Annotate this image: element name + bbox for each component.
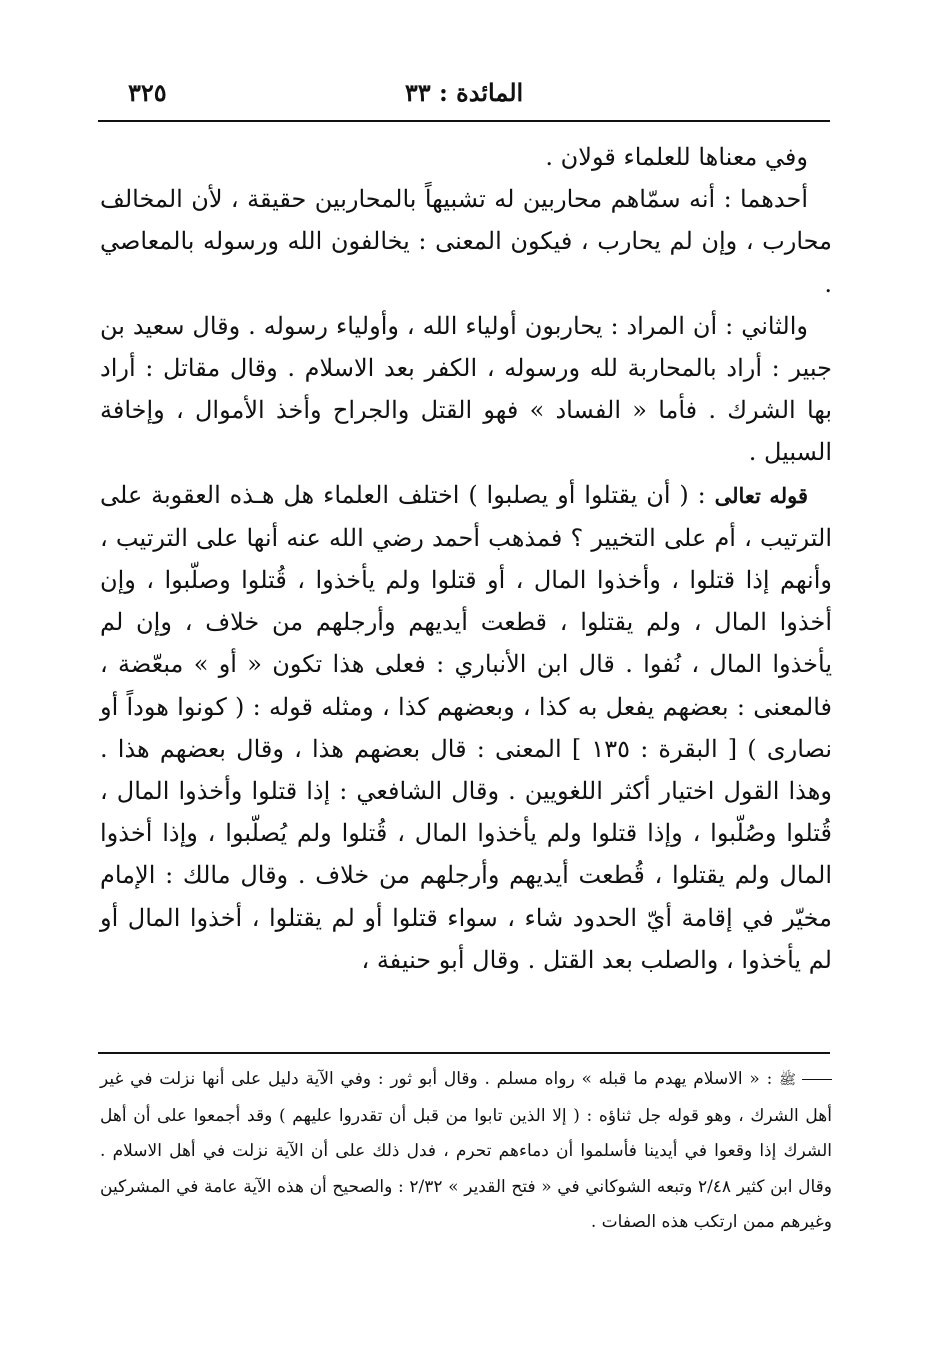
footnote-divider [98,1052,830,1054]
paragraph-3: والثاني : أن المراد : يحاربون أولياء الله ، وأولياء رسوله . وقال سعيد بن جبير : أراد بالمحاربة لله ورسوله ، الكفر بعد الاسلام . وقال مقاتل : أراد بها الشرك . فأما « الفساد » فهو القتل والجراح وأخذ الأموال ، وإخافة السبيل . [100,311,832,467]
page-header [98,78,830,112]
footnote-dash [802,1079,832,1080]
paragraph-2: أحدهما : أنه سمّاهم محاربين له تشبيهاً بالمحاربين حقيقة ، لأن المخالف محارب ، وإن لم يحارب ، فيكون المعنى : يخالفون الله ورسوله بالمعاصي . [100,185,832,298]
pbuh-symbol: ﷺ [779,1072,796,1088]
chapter-reference: المائدة : ٣٣ [404,78,524,107]
main-text [100,136,832,981]
header-divider [98,120,830,122]
paragraph-4-text: : ( أن يقتلوا أو يصلبوا ) اختلف العلماء هل هـذه العقوبة على الترتيب ، أم على التخيير ؟ فمذهب أحمد رضي الله عنه أنها على الترتيب ، وأنهم إذا قتلوا ، وأخذوا المال ، أو قتلوا ولم يأخذوا ، قُتلوا وصلّبوا ، وإن أخذوا المال ، ولم يقتلوا ، قطعت أيديهم وأرجلهم من خلاف ، وإن لم يأخذوا المال ، نُفوا . قال ابن الأنباري : فعلى هذا تكون « أو » مبعّضة ، فالمعنى : بعضهم يفعل به كذا ، وبعضهم كذا ، ومثله قوله : ( كونوا هوداً أو نصارى ) [ البقرة : ١٣٥ ] المعنى : قال بعضهم هذا ، وقال بعضهم هذا . وهذا القول اختيار أكثر اللغويين . وقال الشافعي : إذا قتلوا وأخذوا المال ، قُتلوا وصُلّبوا ، وإذا قتلوا ولم يأخذوا المال ، قُتلوا ولم يُصلّبوا ، وإذا أخذوا المال ولم يقتلوا ، قُطعت أيديهم وأرجلهم من خلاف . وقال مالك : الإمام مخيّر في إقامة أيّ الحدود شاء ، سواء قتلوا أو لم يقتلوا ، أخذوا المال أو لم يأخذوا ، والصلب بعد القتل . وقال أبو حنيفة ، [100,480,832,974]
footnote-text: : « الاسلام يهدم ما قبله » رواه مسلم . وقال أبو ثور : وفي الآية دليل على أنها نزلت في غير أهل الشرك ، وهو قوله جل ثناؤه : ( إلا الذين تابوا من قبل أن تقدروا عليهم ) وقد أجمعوا على أن أهل الشرك إذا وقعوا في أيدينا فأسلموا أن دماءهم تحرم ، فدل ذلك على أن الآية نزلت في أهل الاسلام . وقال ابن كثير ٢/٤٨ وتبعه الشوكاني في « فتح القدير » ٢/٣٢ : والصحيح أن هذه الآية عامة في المشركين وغيرهم ممن ارتكب هذه الصفات . [100,1069,832,1232]
page-number: ٣٢٥ [128,78,167,107]
footnotes [100,1062,832,1241]
paragraph-4 [100,474,832,981]
footnote-paragraph [100,1062,832,1241]
paragraph-1: وفي معناها للعلماء قولان . [545,143,808,171]
paragraph-4-lead: قوله تعالى [714,482,808,508]
